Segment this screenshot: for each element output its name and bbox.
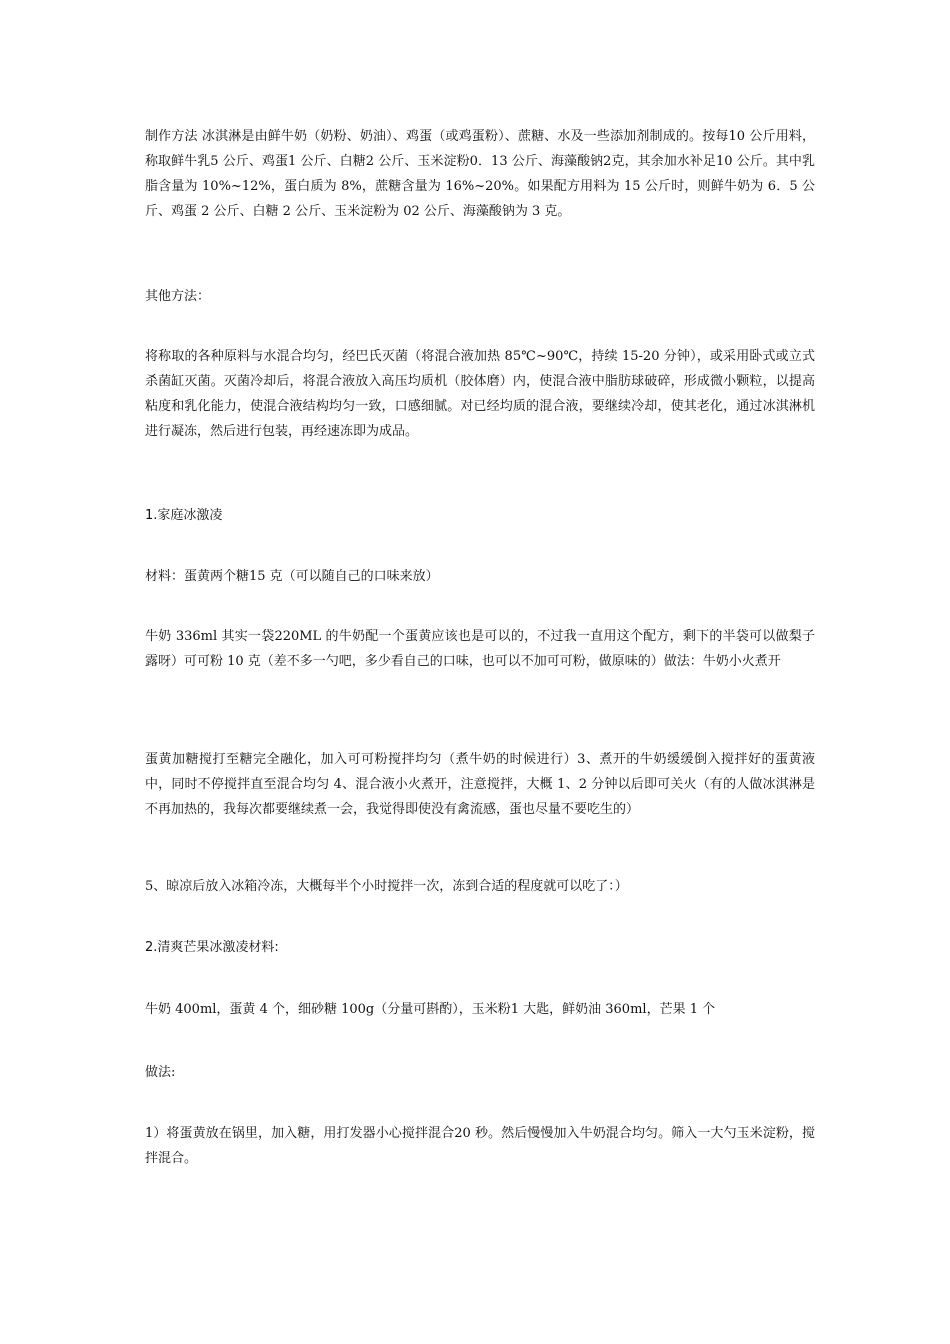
heading-mango-ice-cream: 2.清爽芒果冰激凌材料: bbox=[145, 940, 279, 955]
heading-family-ice-cream: 1.家庭冰激凌 bbox=[145, 508, 223, 523]
paragraph-other-methods-heading: 其他方法： bbox=[145, 289, 211, 304]
paragraph-egg-yolk-steps: 蛋黄加糖搅打至糖完全融化，加入可可粉搅拌均匀（煮牛奶的时候进行）3、煮开的牛奶缓缓倒入搅拌好的蛋黄液中，同时不停搅拌直至混合均匀 4、混合液小火煮开，注意搅拌，大概 1、2 分钟以后即可关火（有的人做冰淇淋是不再加热的，我每次都要继续煮一会，我觉得即使没有禽流感，蛋也尽量不要吃生的） bbox=[145, 752, 815, 817]
paragraph-freeze-step: 5、晾凉后放入冰箱冷冻，大概每半个小时搅拌一次，冻到合适的程度就可以吃了：） bbox=[145, 879, 628, 894]
paragraph-process: 将称取的各种原料与水混合均匀，经巴氏灭菌（将混合液加热 85℃~90℃，持续 15-20 分钟），或采用卧式或立式杀菌缸灭菌。灭菌冷却后，将混合液放入高压均质机（胶体磨）内，使混合液中脂肪球破碎，形成微小颗粒，以提高粘度和乳化能力，使混合液结构均匀一致，口感细腻。对已经均质的混合液，要继续冷却，使其老化，通过冰淇淋机进行凝冻，然后进行包装，再经速冻即为成品。 bbox=[145, 349, 815, 439]
paragraph-intro: 制作方法 冰淇淋是由鲜牛奶（奶粉、奶油）、鸡蛋（或鸡蛋粉）、蔗糖、水及一些添加剂制成的。按每10 公斤用料，称取鲜牛乳5 公斤、鸡蛋1 公斤、白糖2 公斤、玉米淀粉0．13 公斤、海藻酸钠2克，其余加水补足10 公斤。其中乳脂含量为 10%~12%，蛋白质为 8%，蔗糖含量为 16%~20%。如果配方用料为 15 公斤时，则鲜牛奶为 6．5 公斤、鸡蛋 2 公斤、白糖 2 公斤、玉米淀粉为 02 公斤、海藻酸钠为 3 克。 bbox=[145, 129, 815, 219]
paragraph-materials: 材料：蛋黄两个糖15 克（可以随自己的口味来放） bbox=[145, 569, 439, 584]
paragraph-milk: 牛奶 336ml 其实一袋220ML 的牛奶配一个蛋黄应该也是可以的，不过我一直用这个配方，剩下的半袋可以做梨子露呀）可可粉 10 克（差不多一勺吧，多少看自己的口味，也可以不加可可粉，做原味的）做法：牛奶小火煮开 bbox=[145, 629, 815, 669]
paragraph-mango-ingredients: 牛奶 400ml，蛋黄 4 个，细砂糖 100g（分量可斟酌），玉米粉1 大匙，鲜奶油 360ml，芒果 1 个 bbox=[145, 1002, 716, 1017]
paragraph-method-heading: 做法: bbox=[145, 1065, 176, 1080]
paragraph-step-one: 1）将蛋黄放在锅里，加入糖，用打发器小心搅拌混合20 秒。然后慢慢加入牛奶混合均匀。筛入一大勺玉米淀粉，搅拌混合。 bbox=[145, 1126, 815, 1166]
